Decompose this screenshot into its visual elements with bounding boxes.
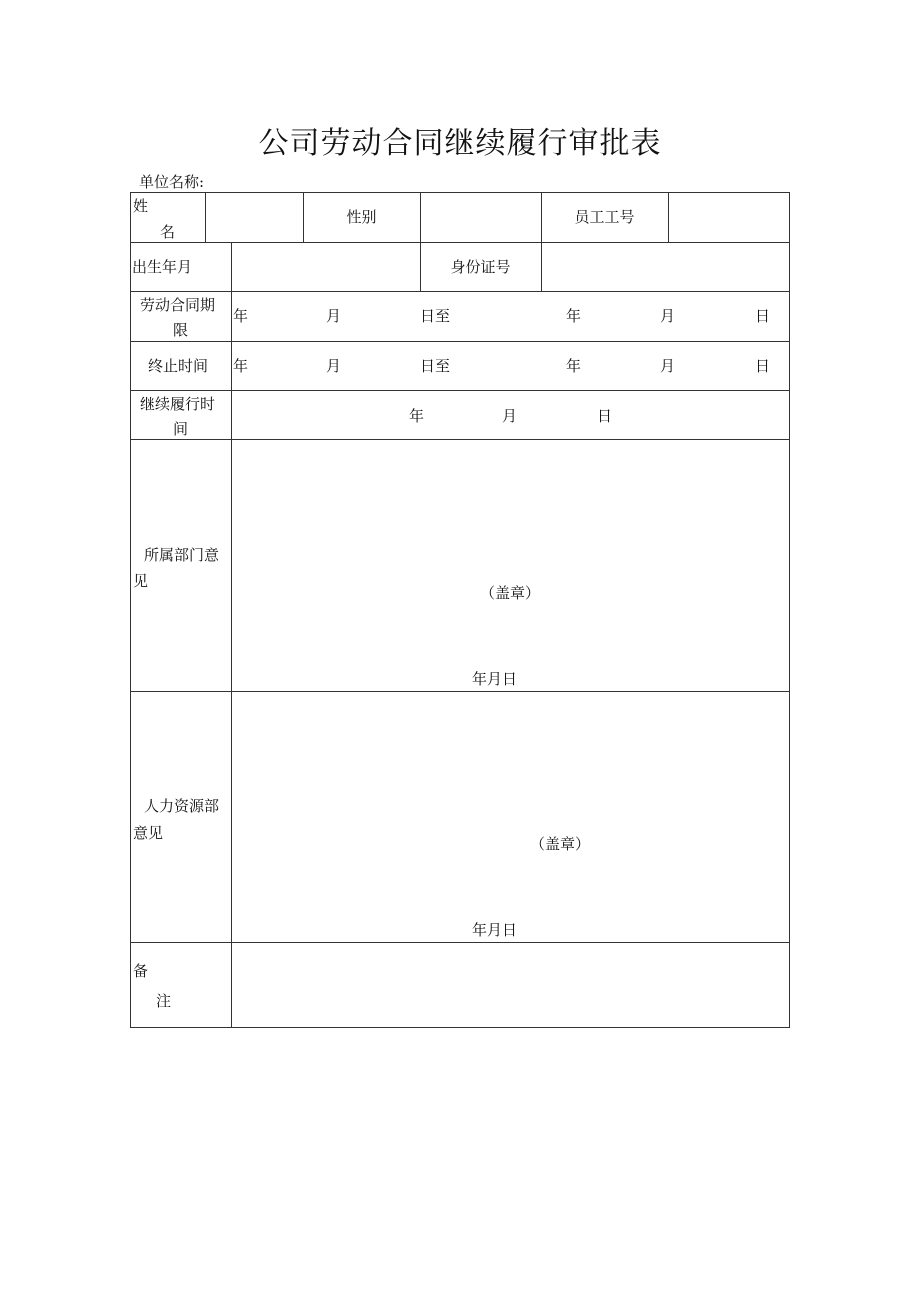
termination-end-day: 日 bbox=[755, 357, 771, 375]
name-field[interactable] bbox=[205, 192, 303, 242]
continue-time-label-part2: 间 bbox=[173, 420, 189, 438]
page-title: 公司劳动合同继续履行审批表 bbox=[258, 126, 662, 161]
contract-start-year: 年 bbox=[233, 307, 249, 325]
dept-opinion-field[interactable] bbox=[232, 440, 789, 691]
continue-month: 月 bbox=[502, 407, 518, 425]
contract-start-day-to: 日至 bbox=[420, 307, 451, 325]
birth-field[interactable] bbox=[231, 242, 420, 291]
hr-opinion-label-part2: 意见 bbox=[133, 824, 164, 842]
row-divider bbox=[130, 390, 790, 391]
contract-period-label-part2: 限 bbox=[173, 321, 189, 339]
dept-seal: （盖章） bbox=[480, 584, 541, 602]
gender-label: 性别 bbox=[346, 208, 377, 226]
id-card-label: 身份证号 bbox=[450, 257, 511, 276]
contract-end-day: 日 bbox=[755, 307, 771, 325]
row-divider bbox=[130, 291, 790, 292]
table-border-bottom bbox=[130, 1027, 790, 1028]
gender-field[interactable] bbox=[420, 192, 541, 242]
employee-id-field[interactable] bbox=[668, 192, 789, 242]
dept-date: 年月日 bbox=[472, 670, 518, 688]
dept-opinion-label-part2: 见 bbox=[133, 572, 149, 590]
remarks-label-part1: 备 bbox=[133, 962, 149, 980]
unit-name-label: 单位名称: bbox=[139, 173, 205, 191]
employee-id-label: 员工工号 bbox=[574, 208, 635, 226]
contract-start-month: 月 bbox=[326, 307, 342, 325]
table-border-left bbox=[130, 192, 131, 1028]
contract-end-month: 月 bbox=[660, 307, 676, 325]
termination-start-year: 年 bbox=[233, 357, 249, 375]
birth-label: 出生年月 bbox=[132, 258, 193, 276]
row-divider bbox=[130, 341, 790, 342]
termination-label: 终止时间 bbox=[148, 357, 209, 375]
hr-seal: （盖章） bbox=[530, 835, 591, 853]
id-card-field[interactable] bbox=[541, 242, 789, 291]
termination-start-month: 月 bbox=[326, 357, 342, 375]
contract-end-year: 年 bbox=[566, 307, 582, 325]
continue-time-label-part1: 继续履行时 bbox=[140, 395, 216, 413]
termination-start-day-to: 日至 bbox=[420, 357, 451, 375]
remarks-label-part2: 注 bbox=[156, 992, 172, 1010]
contract-period-label-part1: 劳动合同期 bbox=[140, 296, 216, 314]
continue-year: 年 bbox=[409, 407, 425, 425]
table-border-right bbox=[789, 192, 790, 1028]
dept-opinion-label-part1: 所属部门意 bbox=[144, 546, 220, 564]
hr-date: 年月日 bbox=[472, 921, 518, 939]
name-label-part1: 姓 bbox=[133, 197, 149, 215]
remarks-field[interactable] bbox=[232, 943, 789, 1027]
hr-opinion-field[interactable] bbox=[232, 692, 789, 942]
termination-end-year: 年 bbox=[566, 357, 582, 375]
name-label-part2: 名 bbox=[160, 223, 176, 241]
continue-day: 日 bbox=[597, 407, 613, 425]
hr-opinion-label-part1: 人力资源部 bbox=[144, 797, 220, 815]
termination-end-month: 月 bbox=[660, 357, 676, 375]
